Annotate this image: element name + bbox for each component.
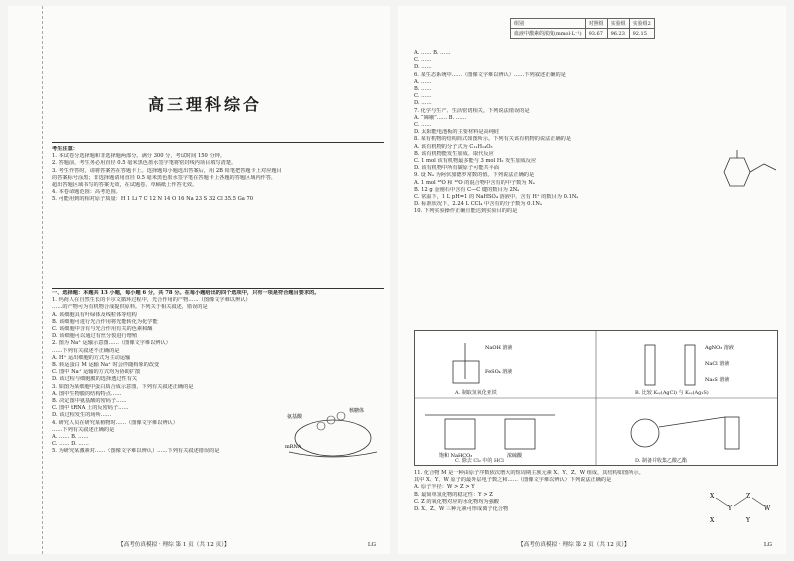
bond-line xyxy=(764,164,776,170)
notice-item: 的答案标号涂黑；非选择题请用直径 0.5 毫米黑色墨水签字笔在答题卡上各题的答题区域内作答， xyxy=(52,174,277,181)
question-line: 11. 化合物 M 是一种由原子序数依次增大的短周期主族元素 X、Y、Z、W 组成，其结构如图所示。 xyxy=(414,470,644,476)
label-na2s: Na₂S 溶液 xyxy=(705,377,730,383)
test-tube xyxy=(453,361,479,383)
question-line: A. H⁺ 运出细胞的方式为主动运输 xyxy=(52,354,131,361)
caption-b: B. 比较 Kₛₚ(AgCl) 与 Kₛₚ(Ag₂S) xyxy=(635,390,709,396)
fig-label-amino: 氨基酸 xyxy=(287,414,303,420)
notice-item: 5. 可能用到的相对原子质量：H 1 Li 7 C 12 N 14 O 16 Na 23 S 32 Cl 35.5 Ga 70 xyxy=(52,196,254,203)
experiment-figure-box xyxy=(414,330,778,466)
atom-x: X xyxy=(710,517,715,524)
notice-item: 4. 本卷命题范围：高考范围。 xyxy=(52,189,121,196)
table-header-row xyxy=(511,19,655,29)
label-agno3: AgNO₃ 溶液 xyxy=(705,345,734,351)
question-line: C. …… xyxy=(414,57,432,64)
label-naoh: NaOH 溶液 xyxy=(485,345,513,351)
label-feso4: FeSO₄ 溶液 xyxy=(485,369,513,375)
question-line: D. X、Z、W 三种元素可形成离子化合物 xyxy=(414,506,509,513)
question-line: 7. 化学与生产、生活密切相关。下列说法错误的是 xyxy=(414,107,530,114)
label-nacl: NaCl 溶液 xyxy=(705,361,730,367)
question-line: A. …… xyxy=(414,78,432,85)
footer-code: LG xyxy=(763,542,772,548)
question-line: A. 原子半径：W > Z > Y xyxy=(414,484,475,491)
bond-line xyxy=(734,498,746,506)
atom-z: Z xyxy=(746,493,751,500)
protein-synthesis-figure xyxy=(283,404,383,462)
question-line: A. 1 mol ¹⁸O 和 ¹⁶O 的混合物中含有的中子数为 Nₐ xyxy=(414,179,535,186)
question-line: D. 该细胞可以通过有丝分裂进行增殖 xyxy=(52,333,138,340)
question-line: 1. 钙荷人在自然生长的卡尔文循环过程中，光合作用的产物……（图像文字难以辨认） xyxy=(52,297,251,304)
question-line: A. …… B. …… xyxy=(52,434,89,441)
question-line: 4. 研究人员在研究某植物时……（图像文字难以辨认） xyxy=(52,419,178,426)
test-tube-2 xyxy=(685,345,695,385)
bond-line xyxy=(750,164,764,172)
receiver-tube xyxy=(725,417,739,449)
caption-d: D. 制备并收集乙酸乙酯 xyxy=(635,458,688,464)
question-line: D. …… xyxy=(414,64,432,71)
ionic-structure-figure xyxy=(708,488,780,528)
question-line: 10. 下列实验操作正确且能达到实验目的的是 xyxy=(414,208,518,215)
question-line: C. Z 的氧化物对应的水化物均为强酸 xyxy=(414,498,499,505)
question-line: D. …… xyxy=(414,100,432,107)
question-line: B. 12 g 金刚石中含有 C—C 键的数目为 2Nₐ xyxy=(414,186,520,193)
wash-bottle-2 xyxy=(505,419,535,449)
notice-list xyxy=(52,153,384,203)
notice-item: 1. 本试卷分选择题和非选择题两部分。满分 300 分，考试时间 150 分钟。 xyxy=(52,153,226,160)
exam-title: 高三理科综合 xyxy=(148,95,263,114)
question-line: B. 转运蛋白 M 运输 Na⁺ 时会伴随构象的改变 xyxy=(52,362,160,369)
question-line: 3. 如图为某细胞中蛋白质合成示意图，下列有关叙述正确的是 xyxy=(52,383,194,390)
page-2 xyxy=(398,6,786,554)
notice-item: 2. 答题前，考生务必用直径 0.5 毫米黑色墨水签字笔将密封线内项目填写清楚。 xyxy=(52,160,237,167)
question-line: ……下列有关叙述不正确的是 xyxy=(52,347,120,354)
atom-x: X xyxy=(710,493,715,500)
data-table xyxy=(510,18,655,39)
question-line: C. 图中 Na⁺ 运输的方式均为协助扩散 xyxy=(52,369,141,376)
table-cell: 93.67 xyxy=(585,29,607,39)
ribosome-shape xyxy=(295,420,371,456)
question-line: D. 标准状况下，2.24 L CCl₄ 中含有的分子数为 0.1Nₐ xyxy=(414,201,542,208)
page-1 xyxy=(8,6,390,554)
condenser-tube xyxy=(659,417,725,427)
bond-line xyxy=(716,498,728,506)
question-line: C. 1 mol 该有机物最多能与 3 mol H₂ 发生加成反应 xyxy=(414,158,537,165)
question-line: A. 该有机物的分子式为 C₁₁H₁₄O₃ xyxy=(414,143,493,150)
question-line: C. 图中 tRNA 上的反密码子…… xyxy=(52,405,129,412)
question-line: 2. 图为 Na⁺ 运输示意图……（图像文字难以辨认） xyxy=(52,340,171,347)
question-line: 5. 为研究某激素对……（图像文字难以辨认）……下列有关叙述错误的是 xyxy=(52,448,220,455)
ring-shape xyxy=(724,158,750,186)
question-line: 8. 某有机物的结构简式如图所示。下列有关该有机物的说法正确的是 xyxy=(414,136,572,143)
experiment-drawings xyxy=(415,331,777,465)
question-line: C. …… xyxy=(414,122,432,129)
footer-code: LG xyxy=(367,542,376,548)
amino-acid-3 xyxy=(337,412,345,420)
table-cell: 实验组 xyxy=(607,19,629,29)
question-line: C. 常温下，1 L pH=1 的 NaHSO₄ 溶液中，含有 H⁺ 的数目为 0.1Nₐ xyxy=(414,194,579,201)
table-cell: 血液中激素的浓度(mmol·L⁻¹) xyxy=(511,29,586,39)
question-line: B. 最简单氢化物的稳定性：Y > Z xyxy=(414,491,493,498)
question-line: A. …… B. …… xyxy=(414,50,451,56)
question-line: D. 该过程发生的场所…… xyxy=(52,412,112,419)
amino-acid-1 xyxy=(317,422,325,430)
question-line: ……下列有关叙述正确的是 xyxy=(52,426,115,433)
table-cell: 对照组 xyxy=(585,19,607,29)
atom-y: Y xyxy=(746,517,750,524)
bond-line xyxy=(752,498,764,506)
table-cell: 实验组2 xyxy=(629,19,654,29)
question-line: C. 该细胞中含有与光合作用有关的色素和酶 xyxy=(52,326,153,333)
question-line: ……的产物可为有机物合成提供原料。下列关于相关叙述，错误的是 xyxy=(52,304,208,311)
organic-structure-figure xyxy=(710,146,782,196)
atom-w: W xyxy=(764,505,771,512)
question-line: A. 图中生物膜的结构特点…… xyxy=(52,390,122,397)
table-cell: 92.15 xyxy=(629,29,654,39)
question-line: 6. 某生态系统中……（图像文字难以辨认）……下列叙述正确的是 xyxy=(414,71,566,78)
label-nahco3: 饱和 NaHCO₃ xyxy=(439,453,473,459)
question-line: 9. 设 Nₐ 为阿伏加德罗常数的值。下列说法正确的是 xyxy=(414,172,535,179)
caption-c: C. 除去 Cl₂ 中的 HCl xyxy=(455,458,504,464)
label-h2so4: 浓硫酸 xyxy=(507,453,523,459)
question-line: A. 该细胞具有叶绿体及线粒体等结构 xyxy=(52,311,137,318)
page-footer: 【高考仿真模拟 · 理综 第 1 页（共 12 页）】 xyxy=(118,542,230,548)
table-cell: 组别 xyxy=(511,19,586,29)
flask xyxy=(631,419,659,447)
question-line: B. …… xyxy=(414,86,432,93)
question-line: 其中 X、Y、W 原子的最外层电子数之和……（图像文字难以辨认）下列说法正确的是 xyxy=(414,477,612,484)
question-line: B. 该有机物能发生加成、取代反应 xyxy=(414,150,494,157)
notice-item: 3. 考生作答时，请将答案答在答题卡上。选择题每小题选出答案后，用 2B 铅笔把答题卡上对应题目 xyxy=(52,167,282,174)
page-footer: 【高考仿真模拟 · 理综 第 2 页（共 12 页）】 xyxy=(518,542,630,548)
fig-label-mrna: mRNA xyxy=(285,444,302,450)
question-line: D. 该过程与细胞膜的选择透过性有关 xyxy=(52,376,138,383)
wash-bottle xyxy=(445,419,475,449)
caption-a: A. 制取氢氧化亚铁 xyxy=(455,390,497,396)
notice-heading: 考生注意： xyxy=(52,146,78,152)
question-line: B. 该细胞可进行光合作用将光能转化为化学能 xyxy=(52,318,158,325)
question-line: B. 决定图中氨基酸的密码子…… xyxy=(52,398,127,405)
question-line: C. …… xyxy=(414,93,432,100)
question-line: C. …… D. …… xyxy=(52,441,89,448)
question-line: D. 该有机物中所有碳原子可能共平面 xyxy=(414,165,500,172)
atom-y: Y xyxy=(728,505,732,512)
binding-margin xyxy=(8,6,43,554)
question-line: A. “嫦娥”…… B. …… xyxy=(414,114,467,121)
notice-item: 超出答题区域书写的答案无效，在试题卷、草稿纸上作答无效。 xyxy=(52,182,198,189)
section-heading: 一、选择题：本题共 13 小题，每小题 6 分，共 78 分。在每小题给出的四个选项中，只有一项是符合题目要求的。 xyxy=(52,290,320,296)
fig-label-ribosome: 核糖体 xyxy=(349,408,365,414)
question-line: D. 太阳能电池板的主要材料是高纯硅 xyxy=(414,129,500,136)
test-tube-1 xyxy=(645,345,655,385)
table-row xyxy=(511,29,655,39)
table-cell: 96.23 xyxy=(607,29,629,39)
notice-box xyxy=(52,142,384,289)
